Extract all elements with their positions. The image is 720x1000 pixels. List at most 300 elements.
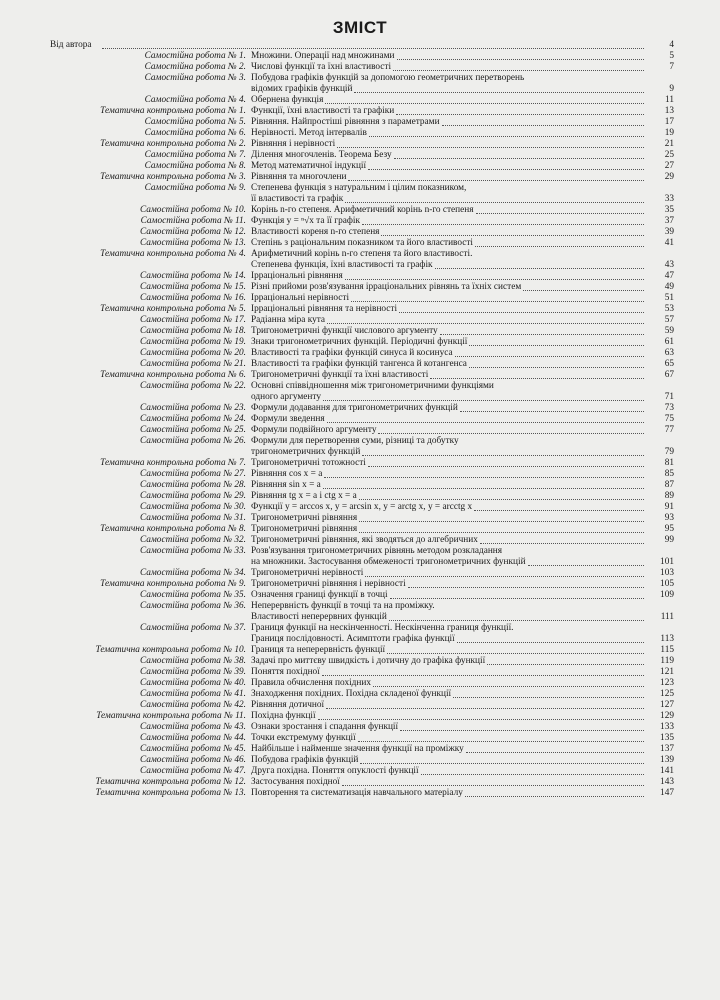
toc-entry-title bbox=[251, 722, 644, 733]
toc-entry-title bbox=[251, 788, 644, 799]
leader-dots bbox=[387, 645, 644, 654]
toc-entry[interactable] bbox=[46, 348, 674, 359]
toc-entry-title-line: Формули подвійного аргументу bbox=[251, 425, 377, 435]
toc-entry-title bbox=[251, 326, 644, 337]
toc-entry-title bbox=[251, 491, 644, 502]
table-of-contents bbox=[46, 40, 674, 799]
leader-dots bbox=[381, 227, 644, 236]
toc-entry-title-line: Різні прийоми розв'язування ірраціональних рівнянь та їхніх систем bbox=[251, 282, 522, 292]
toc-entry[interactable] bbox=[46, 117, 674, 128]
toc-entry[interactable] bbox=[46, 271, 674, 282]
toc-entry-title-line: Тригонометричні тотожності bbox=[251, 458, 366, 468]
toc-entry-page: 37 bbox=[664, 216, 674, 226]
toc-entry-title-line: Властивості неперервних функцій bbox=[251, 612, 387, 622]
toc-entry-title bbox=[251, 568, 644, 579]
toc-entry-title-line: Тригонометричні функції числового аргументу bbox=[251, 326, 438, 336]
toc-entry[interactable] bbox=[46, 601, 674, 623]
toc-entry[interactable] bbox=[46, 667, 674, 678]
leader-dots bbox=[474, 502, 644, 511]
toc-entry-page: 25 bbox=[664, 150, 674, 160]
toc-entry[interactable] bbox=[46, 755, 674, 766]
toc-entry-label: Самостійна робота № 8. bbox=[144, 161, 246, 171]
leader-dots bbox=[345, 194, 644, 203]
leader-dots bbox=[400, 722, 644, 731]
toc-entry-title bbox=[251, 414, 644, 425]
toc-entry-title-line: Побудова графіків функцій за допомогою геометричних перетворень bbox=[251, 73, 525, 83]
toc-entry-page: 135 bbox=[660, 733, 674, 743]
toc-entry-label: Тематична контрольна робота № 9. bbox=[100, 579, 246, 589]
toc-entry-title bbox=[251, 623, 644, 645]
toc-entry-title-line: Знаходження похідних. Похідна складеної функції bbox=[251, 689, 452, 699]
toc-entry[interactable] bbox=[46, 381, 674, 403]
toc-entry-page: 61 bbox=[664, 337, 674, 347]
toc-entry-label: Самостійна робота № 7. bbox=[144, 150, 246, 160]
toc-entry-title bbox=[251, 744, 644, 755]
toc-entry-title-line: Формули додавання для тригонометричних функцій bbox=[251, 403, 458, 413]
toc-entry-title bbox=[251, 106, 644, 117]
toc-entry-page: 41 bbox=[664, 238, 674, 248]
toc-entry-title-line: її властивості та графік bbox=[251, 194, 344, 204]
toc-entry[interactable] bbox=[46, 733, 674, 744]
toc-entry[interactable] bbox=[46, 777, 674, 788]
toc-entry-title-line: Розв'язування тригонометричних рівнянь методом розкладання bbox=[251, 546, 503, 556]
toc-entry-title bbox=[251, 238, 644, 249]
toc-entry-title bbox=[251, 436, 644, 458]
toc-entry-page: 17 bbox=[664, 117, 674, 127]
toc-entry[interactable] bbox=[46, 590, 674, 601]
leader-dots bbox=[359, 524, 644, 533]
toc-entry-title-line: Рівняння tg x = a і ctg x = a bbox=[251, 491, 357, 501]
toc-entry[interactable] bbox=[46, 370, 674, 381]
toc-entry-title bbox=[251, 766, 644, 777]
toc-entry-label: Тематична контрольна робота № 5. bbox=[100, 304, 246, 314]
toc-entry-page: 73 bbox=[664, 403, 674, 413]
toc-entry-title bbox=[251, 139, 644, 150]
toc-entry-title-line: Ірраціональні рівняння bbox=[251, 271, 343, 281]
toc-entry-label: Тематична контрольна робота № 2. bbox=[100, 139, 246, 149]
leader-dots bbox=[469, 337, 644, 346]
toc-entry-title bbox=[251, 700, 644, 711]
toc-entry-page: 123 bbox=[660, 678, 674, 688]
toc-entry-title bbox=[251, 546, 644, 568]
toc-entry-label: Самостійна робота № 43. bbox=[139, 722, 246, 732]
toc-entry[interactable] bbox=[46, 337, 674, 348]
toc-entry-label: Самостійна робота № 4. bbox=[144, 95, 246, 105]
toc-entry-page: 49 bbox=[664, 282, 674, 292]
toc-entry-label: Самостійна робота № 14. bbox=[139, 271, 246, 281]
toc-entry-title-line: Тригонометричні нерівності bbox=[251, 568, 364, 578]
toc-entry-label: Тематична контрольна робота № 4. bbox=[100, 249, 246, 259]
toc-entry-page: 51 bbox=[664, 293, 674, 303]
toc-entry-page: 113 bbox=[660, 634, 674, 644]
toc-entry[interactable] bbox=[46, 282, 674, 293]
toc-entry[interactable] bbox=[46, 788, 674, 799]
toc-entry-label: Тематична контрольна робота № 8. bbox=[100, 524, 246, 534]
toc-entry-title-line: Рівняння та многочлени bbox=[251, 172, 347, 182]
leader-dots bbox=[362, 447, 644, 456]
leader-dots bbox=[362, 216, 644, 225]
toc-entry-label: Тематична контрольна робота № 7. bbox=[100, 458, 246, 468]
toc-entry-title bbox=[251, 337, 644, 348]
toc-entry-title bbox=[251, 689, 644, 700]
toc-entry-label: Самостійна робота № 46. bbox=[139, 755, 246, 765]
toc-entry[interactable] bbox=[46, 304, 674, 315]
toc-entry-label: Самостійна робота № 27. bbox=[139, 469, 246, 479]
toc-entry-title-line: Тригонометричні рівняння і нерівності bbox=[251, 579, 406, 589]
leader-dots bbox=[440, 326, 644, 335]
toc-entry[interactable] bbox=[46, 326, 674, 337]
toc-entry-title bbox=[251, 73, 644, 95]
leader-dots bbox=[360, 755, 644, 764]
toc-entry-page: 67 bbox=[664, 370, 674, 380]
leader-dots bbox=[359, 491, 644, 500]
toc-entry-title bbox=[251, 777, 644, 788]
toc-entry-page: 7 bbox=[669, 62, 674, 72]
toc-entry-label: Тематична контрольна робота № 1. bbox=[100, 106, 246, 116]
toc-entry[interactable] bbox=[46, 579, 674, 590]
leader-dots bbox=[322, 667, 644, 676]
toc-entry[interactable] bbox=[46, 249, 674, 271]
toc-entry[interactable] bbox=[46, 502, 674, 513]
toc-entry-page: 59 bbox=[664, 326, 674, 336]
toc-entry-page: 11 bbox=[665, 95, 674, 105]
leader-dots bbox=[528, 557, 644, 566]
leader-dots bbox=[351, 293, 644, 302]
toc-entry-label: Самостійна робота № 47. bbox=[139, 766, 246, 776]
toc-entry[interactable] bbox=[46, 436, 674, 458]
leader-dots bbox=[396, 106, 644, 115]
toc-entry-title bbox=[251, 601, 644, 623]
toc-entry[interactable] bbox=[46, 678, 674, 689]
toc-entry-title-line: Обернена функція bbox=[251, 95, 324, 105]
toc-entry-page: 139 bbox=[660, 755, 674, 765]
toc-entry-title-line: Границя та неперервність функції bbox=[251, 645, 386, 655]
toc-entry-page: 121 bbox=[660, 667, 674, 677]
toc-entry[interactable] bbox=[46, 150, 674, 161]
leader-dots bbox=[102, 40, 644, 49]
leader-dots bbox=[323, 480, 644, 489]
toc-entry-page: 79 bbox=[664, 447, 674, 457]
toc-entry-title-line: Тригонометричні рівняння bbox=[251, 524, 358, 534]
toc-entry-title bbox=[251, 678, 644, 689]
toc-entry-title-line: Формули для перетворення суми, різниці та добутку bbox=[251, 436, 459, 446]
leader-dots bbox=[408, 579, 644, 588]
toc-entry-page: 101 bbox=[660, 557, 674, 567]
toc-entry-page: 53 bbox=[664, 304, 674, 314]
toc-entry-page: 35 bbox=[664, 205, 674, 215]
toc-entry[interactable] bbox=[46, 645, 674, 656]
toc-entry-title bbox=[251, 249, 644, 271]
toc-entry-title bbox=[251, 216, 644, 227]
leader-dots bbox=[453, 689, 644, 698]
toc-entry[interactable] bbox=[46, 183, 674, 205]
toc-entry[interactable] bbox=[46, 106, 674, 117]
toc-entry-title-line: Ірраціональні рівняння та нерівності bbox=[251, 304, 398, 314]
toc-entry-title-line: Правила обчислення похідних bbox=[251, 678, 372, 688]
toc-entry[interactable] bbox=[46, 656, 674, 667]
toc-entry-page: 71 bbox=[664, 392, 674, 402]
toc-entry[interactable] bbox=[46, 128, 674, 139]
leader-dots bbox=[476, 205, 644, 214]
toc-entry-label: Самостійна робота № 12. bbox=[139, 227, 246, 237]
toc-entry-title-line: Точки екстремуму функції bbox=[251, 733, 356, 743]
toc-entry-page: 27 bbox=[664, 161, 674, 171]
leader-dots bbox=[523, 282, 644, 291]
toc-entry[interactable] bbox=[46, 513, 674, 524]
toc-entry-page: 103 bbox=[660, 568, 674, 578]
toc-entry[interactable] bbox=[46, 689, 674, 700]
toc-entry-page: 99 bbox=[664, 535, 674, 545]
leader-dots bbox=[469, 359, 644, 368]
toc-entry-title bbox=[251, 667, 644, 678]
toc-entry-label: Самостійна робота № 40. bbox=[139, 678, 246, 688]
toc-entry[interactable] bbox=[46, 161, 674, 172]
toc-entry-title-line: Границя функції на нескінченності. Нескінченна границя функції. bbox=[251, 623, 514, 633]
toc-entry-title-line: тригонометричних функцій bbox=[251, 447, 361, 457]
toc-entry-label: Від автора bbox=[50, 40, 92, 50]
toc-entry-title bbox=[251, 359, 644, 370]
leader-dots bbox=[318, 711, 644, 720]
leader-dots bbox=[337, 139, 644, 148]
toc-entry-page: 29 bbox=[664, 172, 674, 182]
leader-dots bbox=[457, 634, 644, 643]
toc-entry-page: 65 bbox=[664, 359, 674, 369]
toc-entry[interactable] bbox=[46, 139, 674, 150]
leader-dots bbox=[326, 700, 644, 709]
leader-dots bbox=[358, 733, 644, 742]
toc-entry-label: Тематична контрольна робота № 13. bbox=[95, 788, 246, 798]
leader-dots bbox=[389, 612, 644, 621]
toc-entry-label: Самостійна робота № 35. bbox=[139, 590, 246, 600]
toc-entry[interactable] bbox=[46, 469, 674, 480]
leader-dots bbox=[345, 271, 644, 280]
toc-entry[interactable] bbox=[46, 425, 674, 436]
toc-entry-page: 47 bbox=[664, 271, 674, 281]
toc-entry[interactable] bbox=[46, 524, 674, 535]
toc-entry-page: 33 bbox=[664, 194, 674, 204]
toc-entry[interactable] bbox=[46, 238, 674, 249]
toc-entry-page: 95 bbox=[664, 524, 674, 534]
leader-dots bbox=[394, 150, 644, 159]
toc-entry[interactable] bbox=[46, 414, 674, 425]
toc-entry-intro[interactable] bbox=[46, 40, 674, 51]
toc-entry[interactable] bbox=[46, 172, 674, 183]
leader-dots bbox=[455, 348, 644, 357]
toc-entry-page: 127 bbox=[660, 700, 674, 710]
toc-entry-title-line: одного аргументу bbox=[251, 392, 321, 402]
toc-entry[interactable] bbox=[46, 359, 674, 370]
toc-entry[interactable] bbox=[46, 62, 674, 73]
toc-entry[interactable] bbox=[46, 293, 674, 304]
toc-entry-title bbox=[251, 117, 644, 128]
toc-entry-label: Самостійна робота № 25. bbox=[139, 425, 246, 435]
toc-entry-label: Самостійна робота № 34. bbox=[139, 568, 246, 578]
toc-entry-title bbox=[251, 579, 644, 590]
toc-entry-title bbox=[251, 535, 644, 546]
toc-entry[interactable] bbox=[46, 568, 674, 579]
toc-entry-title bbox=[251, 524, 644, 535]
toc-entry-title bbox=[251, 62, 644, 73]
toc-entry[interactable] bbox=[46, 546, 674, 568]
leader-dots bbox=[435, 260, 644, 269]
toc-entry-title bbox=[251, 128, 644, 139]
toc-entry[interactable] bbox=[46, 315, 674, 326]
toc-entry-title-line: Найбільше і найменше значення функції на проміжку bbox=[251, 744, 464, 754]
toc-entry-label: Самостійна робота № 23. bbox=[139, 403, 246, 413]
toc-entry-label: Самостійна робота № 17. bbox=[139, 315, 246, 325]
toc-entry-title bbox=[251, 205, 644, 216]
leader-dots bbox=[442, 117, 644, 126]
leader-dots bbox=[369, 128, 644, 137]
leader-dots bbox=[325, 95, 644, 104]
toc-entry-title-line: Означення границі функції в точці bbox=[251, 590, 388, 600]
toc-entry-label: Тематична контрольна робота № 6. bbox=[100, 370, 246, 380]
toc-entry[interactable] bbox=[46, 73, 674, 95]
toc-entry-label: Самостійна робота № 45. bbox=[139, 744, 246, 754]
toc-entry-title-line: Неперервність функції в точці та на проміжку. bbox=[251, 601, 435, 611]
toc-entry-page: 39 bbox=[664, 227, 674, 237]
toc-entry-title bbox=[251, 656, 644, 667]
toc-entry-title bbox=[251, 172, 644, 183]
toc-entry-page: 119 bbox=[660, 656, 674, 666]
toc-entry-title-line: Властивості кореня n-го степеня bbox=[251, 227, 380, 237]
toc-entry-title bbox=[251, 590, 644, 601]
toc-entry[interactable] bbox=[46, 480, 674, 491]
leader-dots bbox=[323, 392, 644, 401]
toc-entry-title bbox=[251, 304, 644, 315]
toc-entry-page: 141 bbox=[660, 766, 674, 776]
toc-entry-title-line: Рівняння дотичної bbox=[251, 700, 325, 710]
toc-entry-label: Самостійна робота № 44. bbox=[139, 733, 246, 743]
leader-dots bbox=[390, 590, 644, 599]
toc-entry-title bbox=[251, 227, 644, 238]
toc-entry-title-line: Радіанна міра кута bbox=[251, 315, 326, 325]
leader-dots bbox=[397, 51, 644, 60]
toc-entry-label: Самостійна робота № 6. bbox=[144, 128, 246, 138]
toc-entry-label: Самостійна робота № 9. bbox=[144, 183, 246, 193]
toc-entry-label: Самостійна робота № 39. bbox=[139, 667, 246, 677]
leader-dots bbox=[354, 84, 644, 93]
toc-entry-label: Самостійна робота № 5. bbox=[144, 117, 246, 127]
toc-entry[interactable] bbox=[46, 711, 674, 722]
toc-entry-title bbox=[251, 711, 644, 722]
toc-entry[interactable] bbox=[46, 205, 674, 216]
toc-entry-title-line: Арифметичний корінь n-го степеня та його властивості. bbox=[251, 249, 473, 259]
toc-entry-label: Самостійна робота № 16. bbox=[139, 293, 246, 303]
leader-dots bbox=[378, 425, 644, 434]
toc-entry-title-line: Степенева функція, їхні властивості та графік bbox=[251, 260, 433, 270]
toc-entry-page: 63 bbox=[664, 348, 674, 358]
toc-entry-title-line: Властивості та графіки функцій синуса й косинуса bbox=[251, 348, 453, 358]
toc-entry-page: 109 bbox=[660, 590, 674, 600]
toc-entry-page: 85 bbox=[664, 469, 674, 479]
toc-entry[interactable] bbox=[46, 722, 674, 733]
toc-entry[interactable] bbox=[46, 491, 674, 502]
toc-entry-title-line: Ознаки зростання і спадання функції bbox=[251, 722, 399, 732]
toc-entry-title bbox=[251, 150, 644, 161]
toc-entry-label: Самостійна робота № 28. bbox=[139, 480, 246, 490]
toc-entry[interactable] bbox=[46, 216, 674, 227]
toc-entry-title bbox=[251, 183, 644, 205]
toc-entry-title-line: Числові функції та їхні властивості bbox=[251, 62, 392, 72]
toc-entry-title-line: Формули зведення bbox=[251, 414, 325, 424]
toc-entry-title-line: Функції y = arccos x, y = arcsin x, y = arctg x, y = arcctg x bbox=[251, 502, 473, 512]
toc-entry-label: Самостійна робота № 32. bbox=[139, 535, 246, 545]
toc-entry[interactable] bbox=[46, 403, 674, 414]
toc-entry-title-line: Множини. Операції над множинами bbox=[251, 51, 395, 61]
toc-entry-title bbox=[251, 51, 644, 62]
toc-entry-page: 105 bbox=[660, 579, 674, 589]
toc-entry[interactable] bbox=[46, 623, 674, 645]
toc-entry-title bbox=[251, 458, 644, 469]
page-title: ЗМІСТ bbox=[332, 18, 388, 37]
toc-entry[interactable] bbox=[46, 744, 674, 755]
toc-entry-page: 129 bbox=[660, 711, 674, 721]
toc-entry-label: Самостійна робота № 2. bbox=[144, 62, 246, 72]
toc-entry-title-line: Степінь з раціональним показником та його властивості bbox=[251, 238, 474, 248]
toc-entry-page: 5 bbox=[669, 51, 674, 61]
toc-entry-label: Самостійна робота № 42. bbox=[139, 700, 246, 710]
toc-entry-title-line: Властивості та графіки функцій тангенса й котангенса bbox=[251, 359, 467, 369]
toc-entry-label: Самостійна робота № 15. bbox=[139, 282, 246, 292]
leader-dots bbox=[368, 161, 644, 170]
toc-entry[interactable] bbox=[46, 700, 674, 711]
toc-entry-title-line: Поняття похідної bbox=[251, 667, 320, 677]
toc-entry-title-line: Функції, їхні властивості та графіки bbox=[251, 106, 395, 116]
toc-entry-title-line: Степенева функція з натуральним і цілим показником, bbox=[251, 183, 467, 193]
toc-entry-label: Самостійна робота № 30. bbox=[139, 502, 246, 512]
toc-entry[interactable] bbox=[46, 766, 674, 777]
toc-entry-title bbox=[251, 403, 644, 414]
toc-entry-title-line: Рівняння. Найпростіші рівняння з параметрами bbox=[251, 117, 440, 127]
toc-entry-label: Тематична контрольна робота № 3. bbox=[100, 172, 246, 182]
toc-entry[interactable] bbox=[46, 458, 674, 469]
toc-entry-label: Самостійна робота № 22. bbox=[139, 381, 246, 391]
toc-entry-label: Самостійна робота № 21. bbox=[139, 359, 246, 369]
toc-entry[interactable] bbox=[46, 95, 674, 106]
toc-entry-title-line: Рівняння sin x = a bbox=[251, 480, 321, 490]
toc-entry-title-line: Похідна функції bbox=[251, 711, 316, 721]
leader-dots bbox=[368, 458, 644, 467]
toc-entry-label: Тематична контрольна робота № 10. bbox=[95, 645, 246, 655]
toc-entry-title-line: Функція y = ⁿ√x та її графік bbox=[251, 216, 361, 226]
toc-entry-label: Самостійна робота № 19. bbox=[139, 337, 246, 347]
toc-entry-title bbox=[251, 370, 644, 381]
toc-entry-page: 43 bbox=[664, 260, 674, 270]
toc-entry-page: 147 bbox=[660, 788, 674, 798]
leader-dots bbox=[342, 777, 644, 786]
toc-entry[interactable] bbox=[46, 51, 674, 62]
toc-entry-title bbox=[251, 480, 644, 491]
toc-entry-label: Самостійна робота № 31. bbox=[139, 513, 246, 523]
leader-dots bbox=[399, 304, 644, 313]
toc-entry-page: 57 bbox=[664, 315, 674, 325]
toc-entry-label: Самостійна робота № 37. bbox=[139, 623, 246, 633]
leader-dots bbox=[430, 370, 644, 379]
toc-entry[interactable] bbox=[46, 535, 674, 546]
leader-dots bbox=[460, 403, 644, 412]
toc-entry-title bbox=[251, 282, 644, 293]
toc-entry-title-line: Знаки тригонометричних функцій. Періодичні функції bbox=[251, 337, 468, 347]
toc-entry-label: Тематична контрольна робота № 12. bbox=[95, 777, 246, 787]
toc-entry-page: 111 bbox=[660, 612, 674, 622]
toc-entry-page: 137 bbox=[660, 744, 674, 754]
toc-entry-page: 93 bbox=[664, 513, 674, 523]
toc-entry-title-line: Друга похідна. Поняття опуклості функції bbox=[251, 766, 419, 776]
toc-entry[interactable] bbox=[46, 227, 674, 238]
toc-entry-title-line: Застосування похідної bbox=[251, 777, 340, 787]
toc-entry-page: 125 bbox=[660, 689, 674, 699]
